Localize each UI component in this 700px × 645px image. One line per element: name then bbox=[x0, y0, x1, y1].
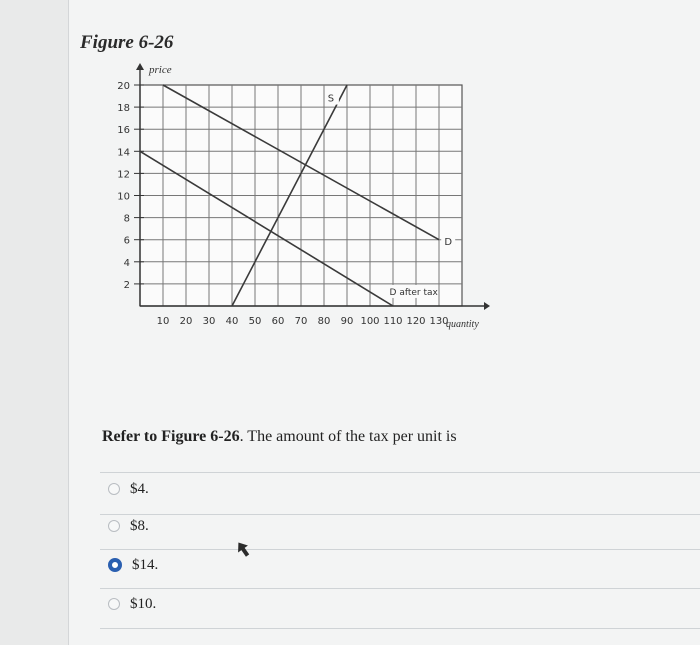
x-tick-label: 60 bbox=[271, 316, 285, 327]
series-label-s: S bbox=[327, 93, 335, 105]
option-c-label: $14. bbox=[132, 556, 159, 573]
y-tick-label: 2 bbox=[123, 279, 130, 291]
option-a-radio[interactable] bbox=[108, 483, 120, 495]
option-c[interactable] bbox=[108, 554, 158, 576]
x-tick-label: 110 bbox=[383, 316, 403, 327]
series-label-d-after-tax: D after tax bbox=[389, 287, 438, 298]
y-tick-label: 12 bbox=[117, 169, 130, 181]
y-axis-title: price bbox=[149, 64, 172, 76]
y-tick-label: 10 bbox=[117, 191, 130, 203]
x-tick-label: 10 bbox=[156, 316, 170, 327]
divider-a bbox=[100, 514, 700, 515]
x-tick-label: 40 bbox=[225, 316, 239, 327]
question-figure-ref: Refer to Figure 6-26 bbox=[102, 428, 240, 445]
option-a-label: $4. bbox=[130, 480, 149, 497]
option-d-label: $10. bbox=[130, 595, 157, 612]
series-label-d: D bbox=[444, 237, 453, 249]
option-d[interactable] bbox=[108, 593, 156, 615]
x-tick-label: 20 bbox=[179, 316, 193, 327]
x-tick-label: 50 bbox=[248, 316, 262, 327]
option-b[interactable] bbox=[108, 515, 149, 537]
x-tick-label: 90 bbox=[340, 316, 354, 327]
y-tick-label: 16 bbox=[117, 125, 130, 137]
divider-b bbox=[100, 549, 700, 550]
question-text bbox=[102, 428, 457, 446]
x-tick-label: 130 bbox=[429, 316, 449, 327]
y-tick-label: 18 bbox=[117, 103, 130, 115]
y-tick-label: 20 bbox=[117, 81, 130, 92]
option-b-radio[interactable] bbox=[108, 520, 120, 532]
divider-d bbox=[100, 628, 700, 629]
x-tick-label: 30 bbox=[202, 316, 216, 327]
x-tick-label: 80 bbox=[317, 316, 331, 327]
y-tick-label: 4 bbox=[123, 257, 130, 269]
y-axis-arrow bbox=[136, 63, 144, 70]
option-d-radio[interactable] bbox=[108, 598, 120, 610]
mouse-pointer-icon bbox=[236, 540, 250, 558]
y-tick-label: 6 bbox=[123, 235, 130, 247]
x-tick-label: 120 bbox=[406, 316, 426, 327]
y-tick-label: 8 bbox=[123, 213, 130, 225]
x-axis-title: quantity bbox=[446, 319, 479, 330]
divider-c bbox=[100, 588, 700, 589]
question-stem: . The amount of the tax per unit is bbox=[239, 428, 457, 445]
divider-top bbox=[100, 472, 700, 473]
option-c-radio[interactable] bbox=[108, 558, 122, 572]
y-tick-label: 14 bbox=[117, 147, 130, 159]
figure-title: Figure 6-26 bbox=[80, 32, 174, 53]
x-tick-label: 70 bbox=[294, 316, 308, 327]
x-axis-arrow bbox=[484, 302, 490, 310]
option-a[interactable] bbox=[108, 478, 149, 500]
option-b-label: $8. bbox=[130, 517, 149, 534]
x-tick-label: 100 bbox=[360, 316, 380, 327]
